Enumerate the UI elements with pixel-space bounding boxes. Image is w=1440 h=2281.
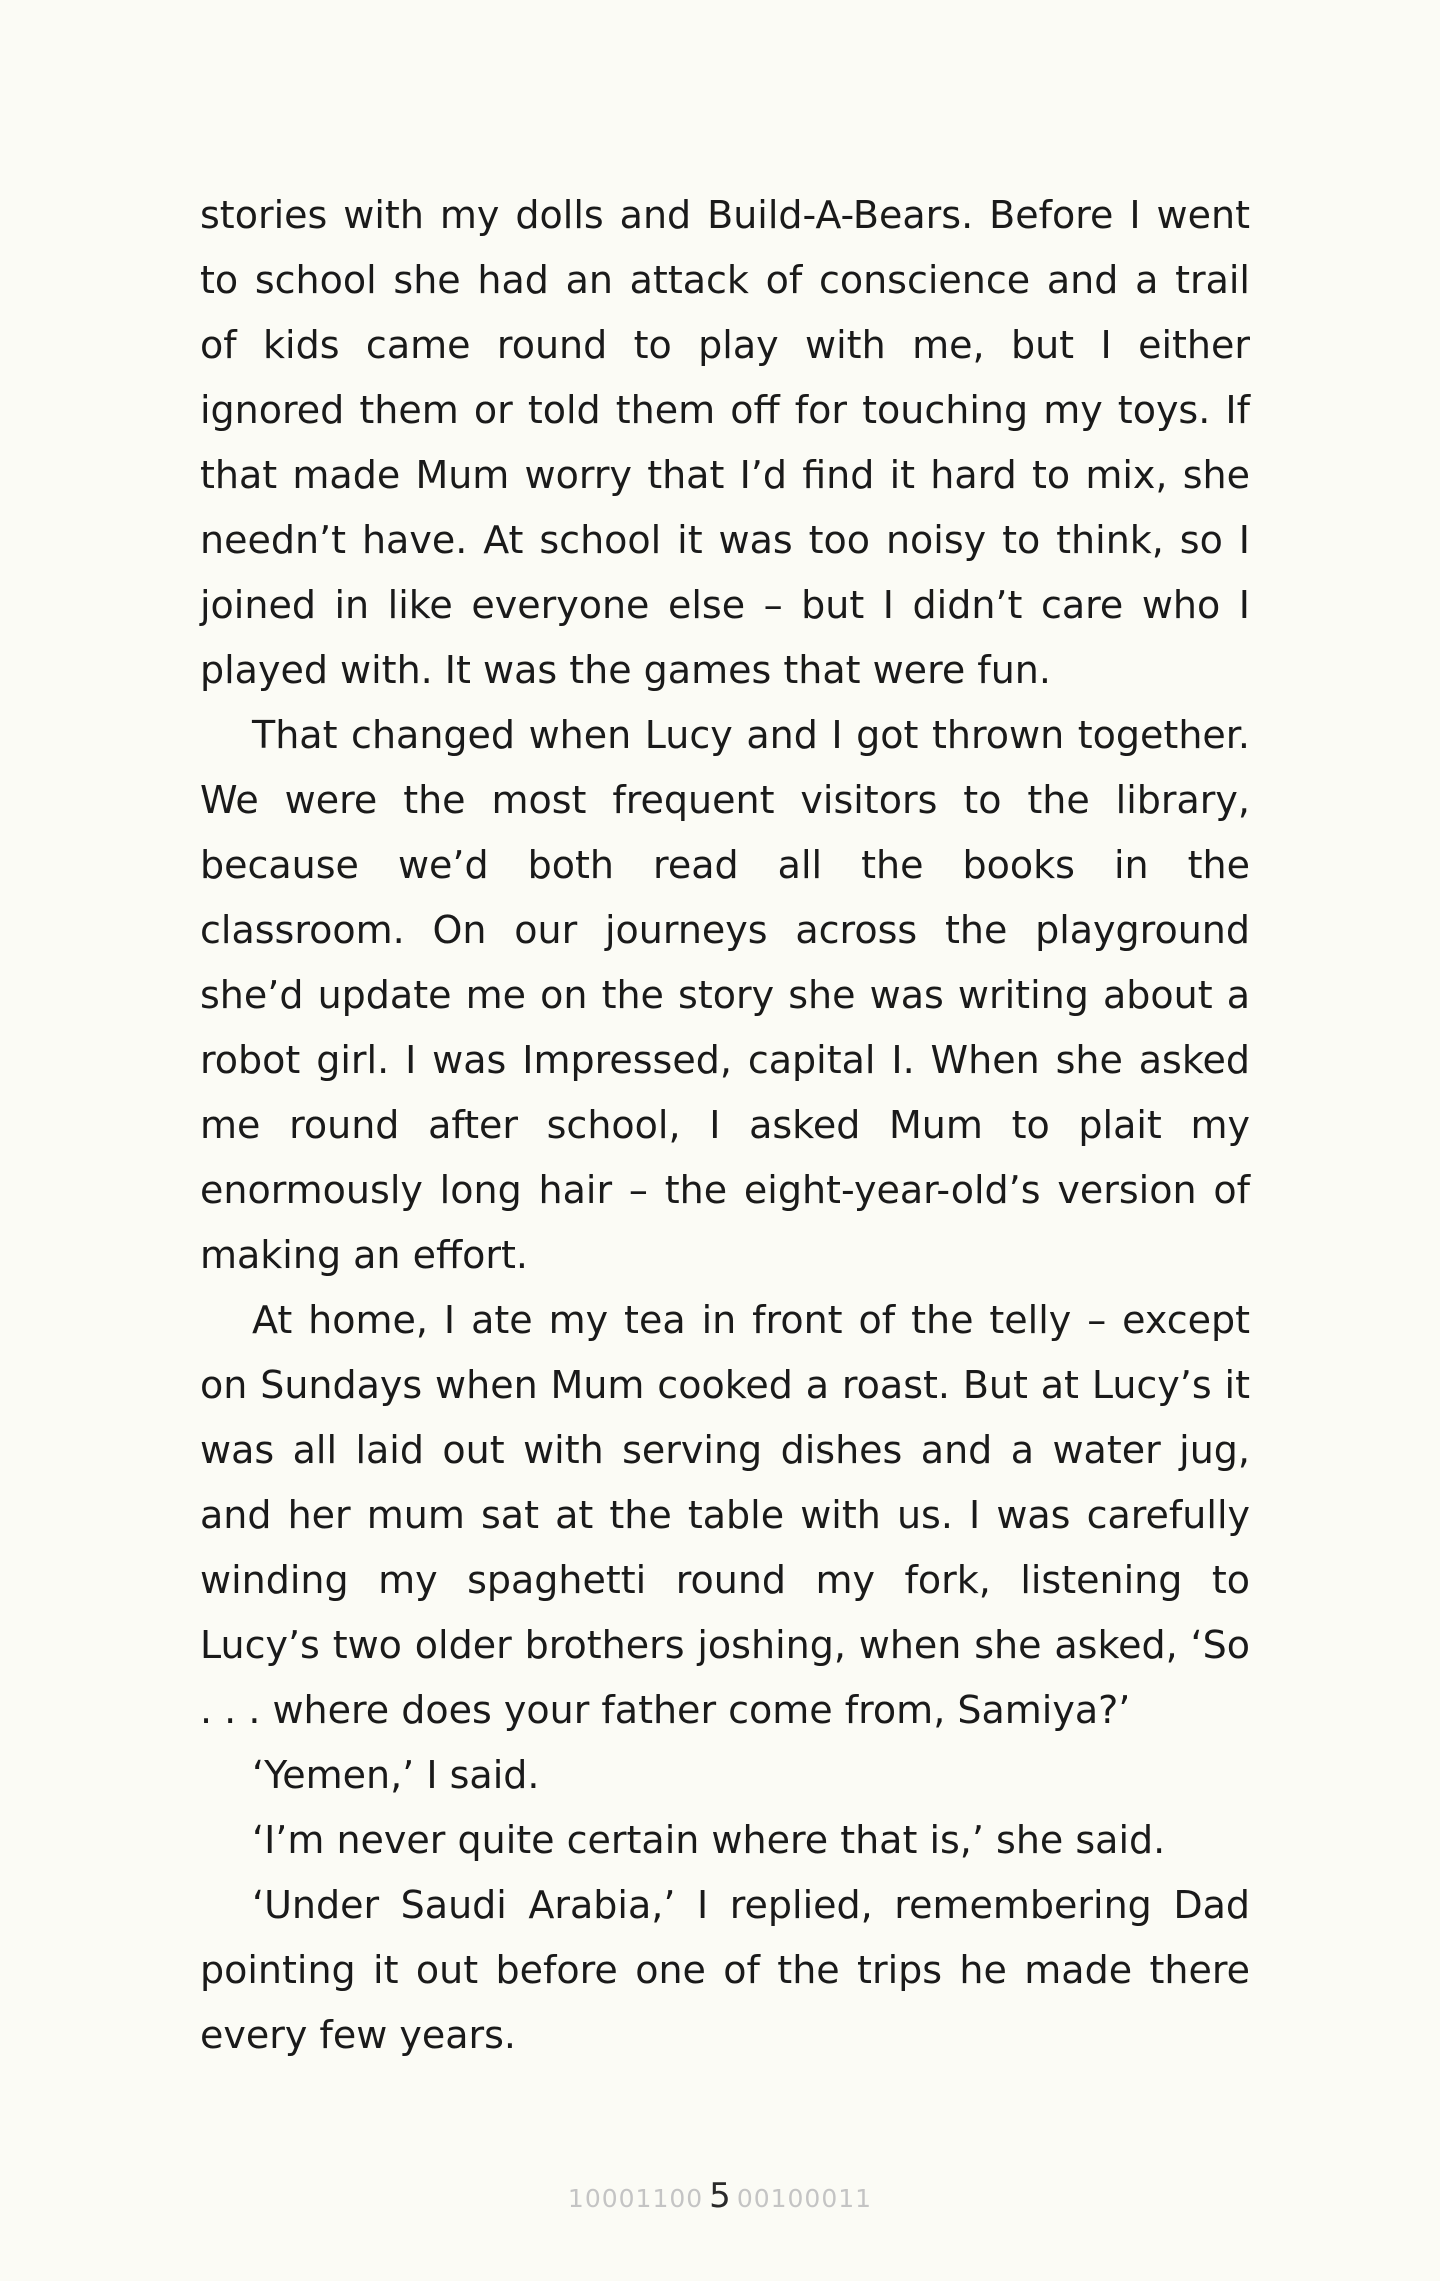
page-number: 5: [709, 2176, 731, 2216]
paragraph-5: ‘I’m never quite certain where that is,’ she said.: [252, 1818, 1166, 1862]
page-body: [200, 183, 1250, 2068]
paragraph-1: stories with my dolls and Build-A-Bears. Before I went to school she had an attack of conscience and a trail of kids came round to play with me, but I either ignored them or told them off for touching my toys. If that made Mum worry that I’d find it hard to mix, she needn’t have. At school it was too noisy to think, so I joined in like everyone else – but I didn’t care who I played with. It was the games that were fun.: [200, 193, 1250, 692]
paragraph-3: At home, I ate my tea in front of the telly – except on Sundays when Mum cooked a roast. But at Lucy’s it was all laid out with serving dishes and a water jug, and her mum sat at the table with us. I was carefully winding my spaghetti round my fork, listening to Lucy’s two older brothers joshing, when she asked, ‘So . . . where does your father come from, Samiya?’: [200, 1298, 1250, 1732]
paragraph-4: ‘Yemen,’ I said.: [252, 1753, 540, 1797]
footer-binary-right: 00100011: [736, 2184, 873, 2213]
page-footer: [0, 2176, 1440, 2216]
footer-binary-left: 10001100: [567, 2184, 704, 2213]
paragraph-2: That changed when Lucy and I got thrown together. We were the most frequent visitors to the library, because we’d both read all the books in the classroom. On our journeys across the playground she’d update me on the story she was writing about a robot girl. I was Impressed, capital I. When she asked me round after school, I asked Mum to plait my enormously long hair – the eight-year-old’s version of making an effort.: [200, 713, 1250, 1277]
paragraph-6: ‘Under Saudi Arabia,’ I replied, remembering Dad pointing it out before one of the trips he made there every few years.: [200, 1883, 1250, 2057]
